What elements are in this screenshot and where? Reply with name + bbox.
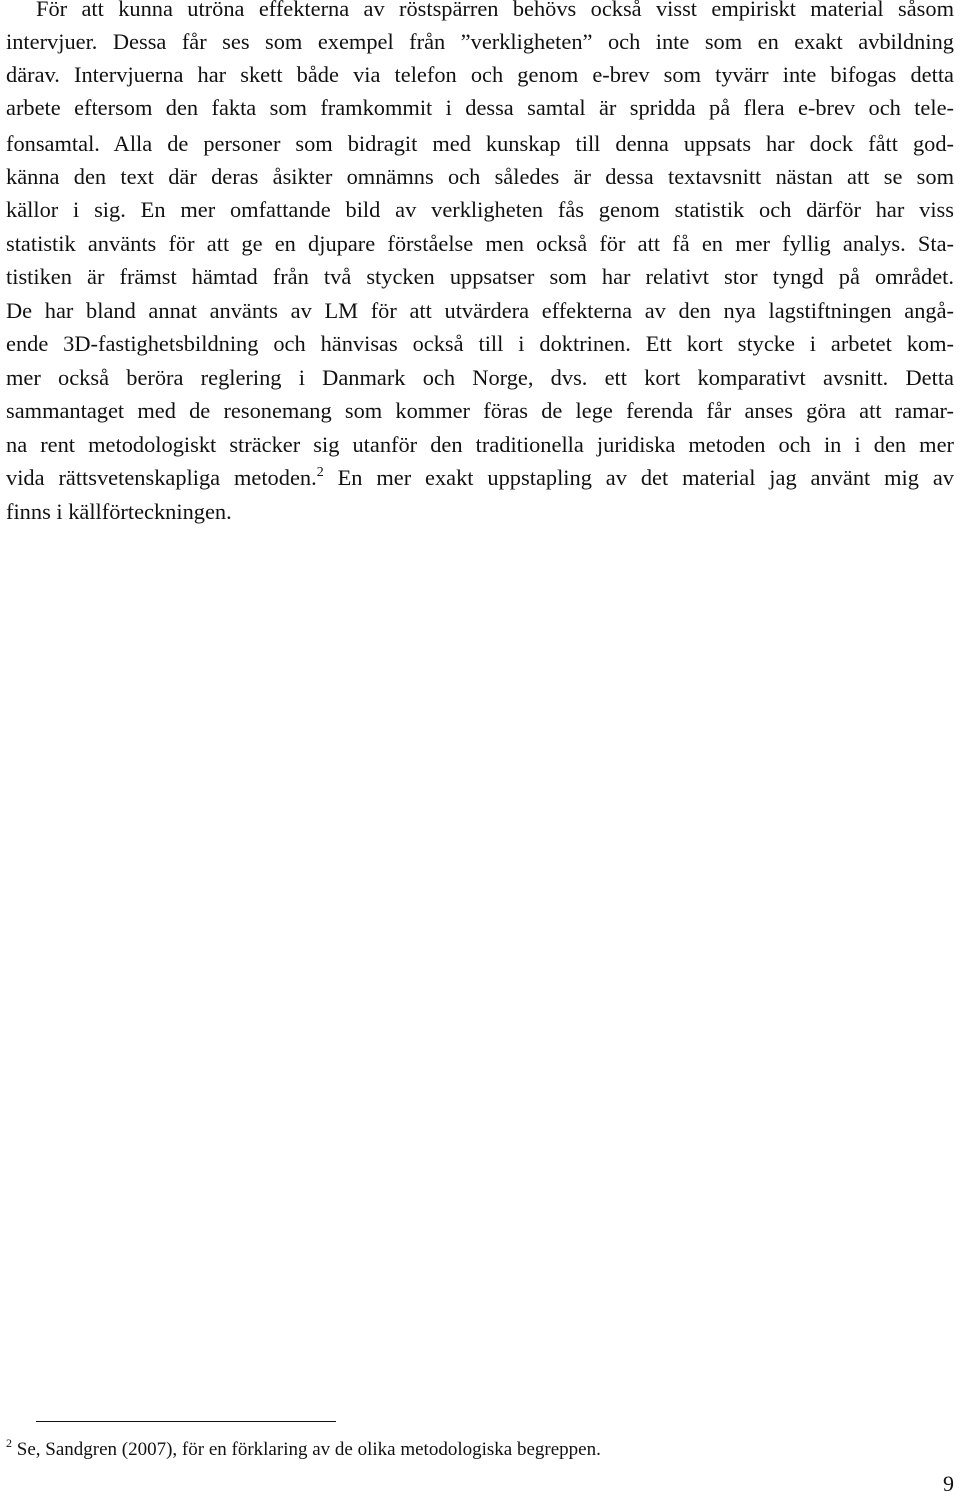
footnote-separator (36, 1421, 336, 1422)
footnote (6, 1436, 601, 1464)
paragraph-line: na rent metodologiskt sträcker sig utanför den traditionella juridiska metoden och in i den mer (6, 432, 954, 457)
paragraph-line: De har bland annat använts av LM för att utvärdera effekterna av den nya lagstiftningen angå- (6, 298, 954, 323)
footnote-reference[interactable]: 2 (316, 465, 324, 480)
paragraph-line: mer också beröra reglering i Danmark och Norge, dvs. ett kort komparativt avsnitt. Detta (6, 365, 954, 390)
footnote-text: Se, Sandgren (2007), för en förklaring av de olika metodologiska begreppen. (12, 1439, 601, 1460)
paragraph-line: intervjuer. Dessa får ses som exempel från ”verkligheten” och inte som en exakt avbildning (6, 29, 954, 54)
paragraph-line: därav. Intervjuerna har skett både via telefon och genom e-brev som tyvärr inte bifogas detta (6, 62, 954, 87)
page-number: 9 (943, 1471, 954, 1496)
line-text: vida rättsvetenskapliga metoden. (6, 465, 317, 490)
paragraph-line: tistiken är främst hämtad från två stycken uppsatser som har relativt stor tyngd på området. (6, 264, 954, 289)
paragraph-line: arbete eftersom den fakta som framkommit i dessa samtal är spridda på flera e-brev och tele- (6, 95, 954, 120)
paragraph-line: sammantaget med de resonemang som kommer föras de lege ferenda får anses göra att ramar- (6, 398, 954, 423)
line-text: En mer exakt uppstapling av det material jag använt mig av (323, 465, 954, 490)
paragraph-line: För att kunna utröna effekterna av röstspärren behövs också visst empiriskt material såsom (36, 0, 954, 21)
paragraph-line: ende 3D-fastighetsbildning och hänvisas också till i doktrinen. Ett kort stycke i arbetet kom- (6, 331, 954, 356)
paragraph-line: källor i sig. En mer omfattande bild av verkligheten fås genom statistik och därför har viss (6, 197, 954, 222)
paragraph-line-with-footnote-ref (6, 461, 954, 494)
paragraph-line: känna den text där deras åsikter omnämns och således är dessa textavsnitt nästan att se som (6, 164, 954, 189)
paragraph-line: fonsamtal. Alla de personer som bidragit med kunskap till denna uppsats har dock fått god- (6, 131, 954, 156)
footnote-number: 2 (6, 1436, 12, 1450)
paragraph-line: statistik använts för att ge en djupare förståelse men också för att få en mer fyllig analys. Sta- (6, 231, 954, 256)
paragraph-line: finns i källförteckningen. (6, 499, 232, 524)
